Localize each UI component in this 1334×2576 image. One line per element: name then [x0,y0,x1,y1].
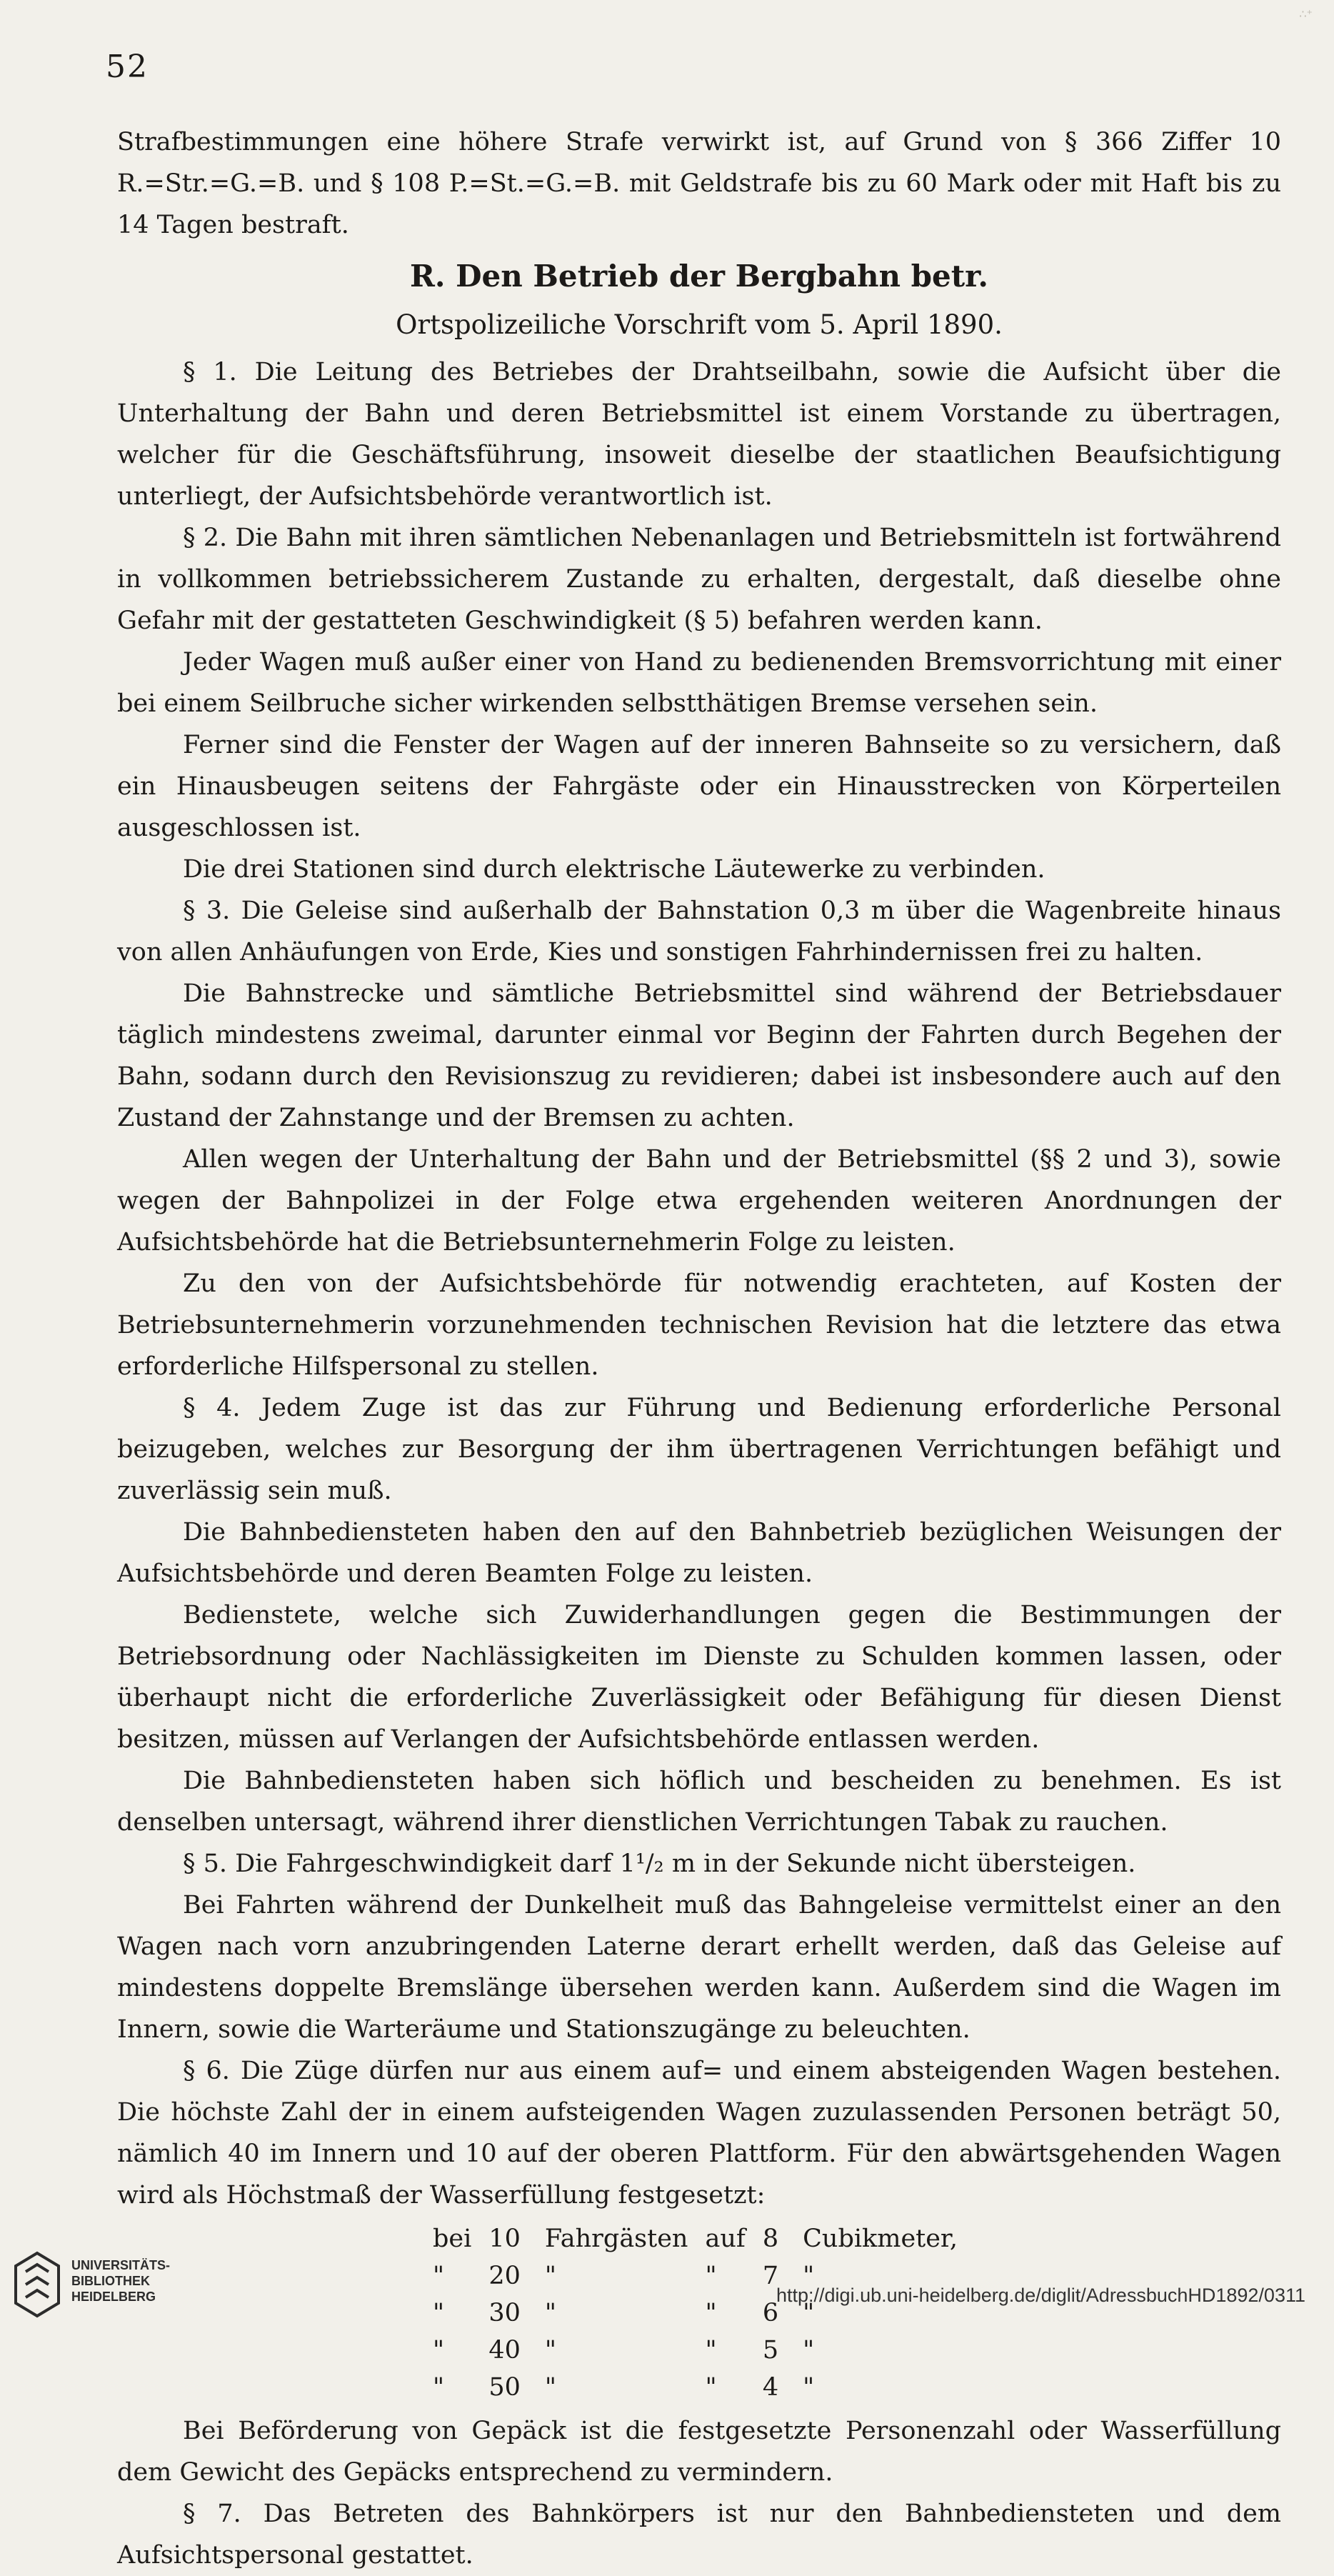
main-text [117,121,1281,2576]
paragraph: Die Bahnbediensteten haben den auf den Bahnbetrieb bezüglichen Weisungen der Aufsichtsbehörde und deren Beamten Folge zu leisten. [117,1518,1281,1588]
library-line: HEIDELBERG [71,2290,156,2304]
paragraph: § 1. Die Leitung des Betriebes der Drahtseilbahn, sowie die Aufsicht über die Unterhaltung der Bahn und deren Betriebsmittel ist einem Vorstande zu übertragen, welcher für die Geschäftsführung, insoweit dieselbe der staatlichen Beaufsichtigung unterliegt, der Aufsichtsbehörde verantwortlich ist. [117,358,1281,511]
paragraph: § 3. Die Geleise sind außerhalb der Bahnstation 0,3 m über die Wagenbreite hinaus von allen Anhäufungen von Erde, Kies und sonstigen Fahrhindernissen frei zu halten. [117,897,1281,967]
table-cell: Cubikmeter, [803,2225,958,2253]
table-cell: " [433,2373,445,2402]
intro-paragraph: Strafbestimmungen eine höhere Strafe verwirkt ist, auf Grund von § 366 Ziffer 10 R.=Str.=G.=B. und § 108 P.=St.=G.=B. mit Geldstrafe bis zu 60 Mark oder mit Haft bis zu 14 Tagen bestraft. [117,128,1281,239]
table-cell: Fahrgästen [544,2225,688,2253]
table-cell: " [803,2373,815,2402]
table-cell: 6 [762,2299,779,2327]
table-cell: " [705,2336,717,2365]
table-cell: " [544,2262,556,2290]
table-cell: " [705,2373,717,2402]
paragraph: Bei Beförderung von Gepäck ist die festgesetzte Personenzahl oder Wasserfüllung dem Gewicht des Gepäcks entsprechend zu vermindern. [117,2417,1281,2487]
paragraph: Die Bahnstrecke und sämtliche Betriebsmittel sind während der Betriebsdauer täglich mindestens zweimal, darunter einmal vor Beginn der Fahrten durch Begehen der Bahn, sodann durch den Revisionszug zu revidieren; dabei ist insbesondere auch auf den Zustand der Zahnstange und der Bremsen zu achten. [117,979,1281,1132]
paragraph: § 7. Das Betreten des Bahnkörpers ist nur den Bahnbediensteten und dem Aufsichtspersonal gestattet. [117,2500,1281,2570]
table-cell: " [803,2336,815,2365]
paragraph: § 5. Die Fahrgeschwindigkeit darf 1¹/₂ m in der Sekunde nicht übersteigen. [183,1849,1136,1878]
table-cell: 30 [488,2299,521,2327]
paragraph: § 6. Die Züge dürfen nur aus einem auf= und einem absteigenden Wagen bestehen. Die höchste Zahl der in einem aufsteigenden Wagen zuzulassenden Personen beträgt 50, nämlich 40 im Innern und 10 auf der oberen Plattform. Für den abwärtsgehenden Wagen wird als Höchstmaß der Wasserfüllung festgesetzt: [117,2057,1281,2210]
table-cell: 4 [762,2373,779,2402]
table-cell: " [433,2262,445,2290]
source-url-link[interactable]: http://digi.ub.uni-heidelberg.de/diglit/AdressbuchHD1892/0311 [776,2285,1305,2306]
table-row [424,2332,966,2369]
footer [0,2235,1334,2331]
table-row [424,2369,966,2406]
university-library-logo-icon [11,2250,63,2319]
paragraph: Ferner sind die Fenster der Wagen auf der inneren Bahnseite so zu versichern, daß ein Hinausbeugen seitens der Fahrgäste oder ein Hinausstrecken von Körperteilen ausgeschlossen ist. [117,731,1281,842]
paragraph: Bei Fahrten während der Dunkelheit muß das Bahngeleise vermittelst einer an den Wagen nach vorn anzubringenden Laterne derart erhellt werden, daß das Geleise auf mindestens doppelte Bremslänge übersehen werden kann. Außerdem sind die Wagen im Innern, sowie die Warteräume und Stationszugänge zu beleuchten. [117,1891,1281,2044]
table-cell: " [803,2262,815,2290]
table-cell: " [544,2336,556,2365]
table-cell: " [544,2373,556,2402]
page-number: 52 [106,49,149,85]
table-cell: " [705,2262,717,2290]
section-subheading: Ortspolizeiliche Vorschrift vom 5. April 1890. [396,309,1003,340]
library-line: BIBLIOTHEK [71,2274,150,2288]
table-cell: " [433,2299,445,2327]
corner-mark: ∴⁺ [1299,9,1313,21]
paragraph: § 4. Jedem Zuge ist das zur Führung und Bedienung erforderliche Personal beizugeben, welches zur Besorgung der ihm übertragenen Verrichtungen befähigt und zuverlässig sein muß. [117,1394,1281,1505]
library-name [71,2257,170,2305]
library-line: UNIVERSITÄTS- [71,2258,171,2272]
section-heading: R. Den Betrieb der Bergbahn betr. [409,259,989,294]
table-cell: 50 [488,2373,521,2402]
table-cell: " [803,2299,815,2327]
table-cell: " [433,2336,445,2365]
paragraph: Zu den von der Aufsichtsbehörde für notwendig erachteten, auf Kosten der Betriebsunternehmerin vorzunehmenden technischen Revision hat die letztere das etwa erforderliche Hilfspersonal zu stellen. [117,1269,1281,1381]
paragraph: Die Bahnbediensteten haben sich höflich und bescheiden zu benehmen. Es ist denselben untersagt, während ihrer dienstlichen Verrichtungen Tabak zu rauchen. [117,1767,1281,1837]
paragraph: Die drei Stationen sind durch elektrische Läutewerke zu verbinden. [183,855,1045,884]
paragraph: Allen wegen der Unterhaltung der Bahn und der Betriebsmittel (§§ 2 und 3), sowie wegen der Bahnpolizei in der Folge etwa ergehenden weiteren Anordnungen der Aufsichtsbehörde hat die Betriebsunternehmerin Folge zu leisten. [117,1145,1281,1257]
table-cell: auf [705,2225,746,2253]
table-cell: 20 [488,2262,521,2290]
table-cell: 7 [762,2262,779,2290]
table-cell: bei [433,2225,472,2253]
table-cell: " [544,2299,556,2327]
table-cell: 5 [762,2336,779,2365]
table-cell: 8 [762,2225,779,2253]
paragraph: Jeder Wagen muß außer einer von Hand zu bedienenden Bremsvorrichtung mit einer bei einem Seilbruche sicher wirkenden selbstthätigen Bremse versehen sein. [117,648,1281,718]
table-cell: " [705,2299,717,2327]
table-cell: 40 [488,2336,521,2365]
paragraph: § 2. Die Bahn mit ihren sämtlichen Nebenanlagen und Betriebsmitteln ist fortwährend in vollkommen betriebssicherem Zustande zu erhalten, dergestalt, daß dieselbe ohne Gefahr mit der gestatteten Geschwindigkeit (§ 5) befahren werden kann. [117,524,1281,635]
paragraph: Bedienstete, welche sich Zuwiderhandlungen gegen die Bestimmungen der Betriebsordnung oder Nachlässigkeiten im Dienste zu Schulden kommen lassen, oder überhaupt nicht die erforderliche Zuverlässigkeit oder Befähigung für diesen Dienst besitzen, müssen auf Verlangen der Aufsichtsbehörde entlassen werden. [117,1601,1281,1754]
table-cell: 10 [488,2225,521,2253]
